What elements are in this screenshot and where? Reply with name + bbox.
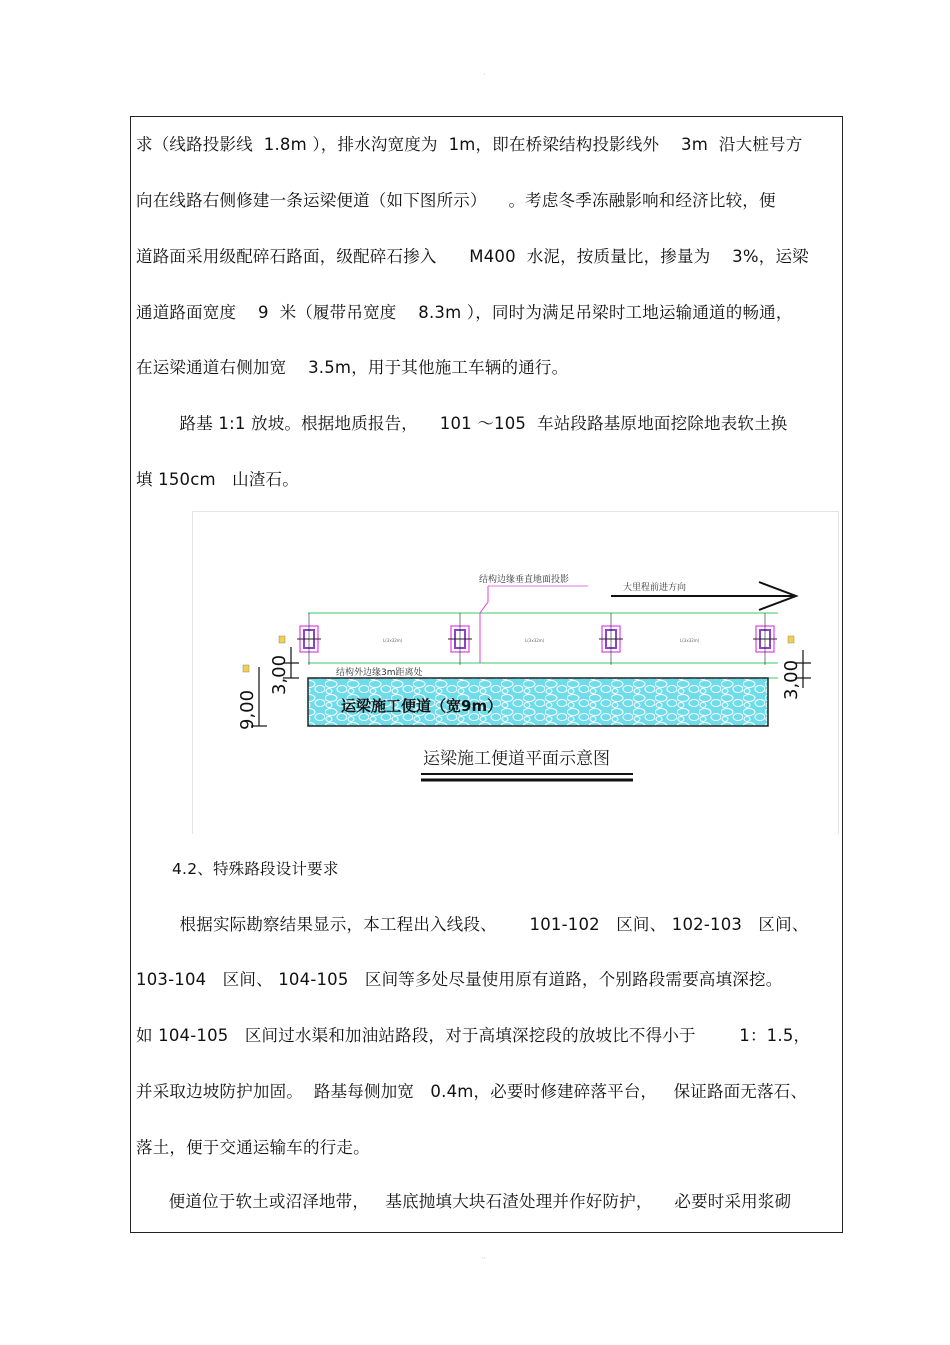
road-plan-diagram [193, 512, 838, 834]
paragraph-line: 道路面采用级配碎石路面，级配碎石掺入 M400 水泥，按质量比，掺量为 3%，运梁 [136, 247, 809, 266]
paragraph-line: 在运梁通道右侧加宽 3.5m，用于其他施工车辆的通行。 [136, 358, 569, 377]
paragraph-line: 并采取边坡防护加固。 路基每侧加宽 0.4m，必要时修建碎落平台， 保证路面无落石、 [136, 1082, 808, 1101]
dim-right: 3,00 [781, 659, 802, 700]
offset-label: 结构外边缘3m距离处 [336, 668, 423, 678]
paragraph-line: 路基 1:1 放坡。根据地质报告， 101 ～105 车站段路基原地面挖除地表软土换 [136, 414, 788, 433]
dim-left-small: 3,00 [269, 654, 290, 695]
section-heading: 4.2、特殊路段设计要求 [172, 860, 339, 878]
page-mark-bottom: ·· [481, 1254, 487, 1263]
projection-label: 结构边缘垂直地面投影 [479, 575, 570, 585]
road-label: 运梁施工便道（宽9m） [341, 697, 503, 715]
pier-4 [753, 613, 777, 665]
span-label-3: L(3x32m) [680, 638, 700, 643]
span-label-1: L(3x32m) [383, 638, 403, 643]
figure-caption: 运梁施工便道平面示意图 [423, 749, 610, 769]
pier-1 [297, 613, 321, 665]
paragraph-line: 根据实际勘察结果显示，本工程出入线段、 101-102 区间、 102-103 区间、 [136, 915, 809, 934]
direction-label: 大里程前进方向 [623, 583, 687, 593]
paragraph-line: 落土，便于交通运输车的行走。 [136, 1138, 370, 1157]
paragraph-line: 如 104-105 区间过水渠和加油站路段，对于高填深挖段的放坡比不得小于 1：1.5， [136, 1026, 811, 1045]
paragraph-line: 求（线路投影线 1.8m ），排水沟宽度为 1m，即在桥梁结构投影线外 3m 沿大桩号方 [136, 135, 803, 154]
paragraph-line: 103-104 区间、 104-105 区间等多处尽量使用原有道路，个别路段需要高填深挖。 [136, 970, 783, 989]
pier-2 [448, 613, 472, 665]
pier-3 [599, 613, 623, 665]
span-label-2: L(3x32m) [525, 638, 545, 643]
paragraph-line: 通道路面宽度 9 米（履带吊宽度 8.3m ），同时为满足吊梁时工地运输通道的畅通， [136, 303, 793, 322]
dim-left-total: 9,00 [237, 689, 258, 730]
paragraph-line: 填 150cm 山渣石。 [136, 470, 299, 489]
paragraph-line: 便道位于软土或沼泽地带， 基底抛填大块石渣处理并作好防护， 必要时采用浆砌 [136, 1192, 792, 1211]
paragraph-line: 向在线路右侧修建一条运梁便道（如下图所示） 。考虑冬季冻融影响和经济比较，便 [136, 191, 776, 210]
projection-leader [480, 586, 488, 663]
road-plan-figure [192, 511, 839, 834]
page-mark-top: · [483, 70, 486, 79]
